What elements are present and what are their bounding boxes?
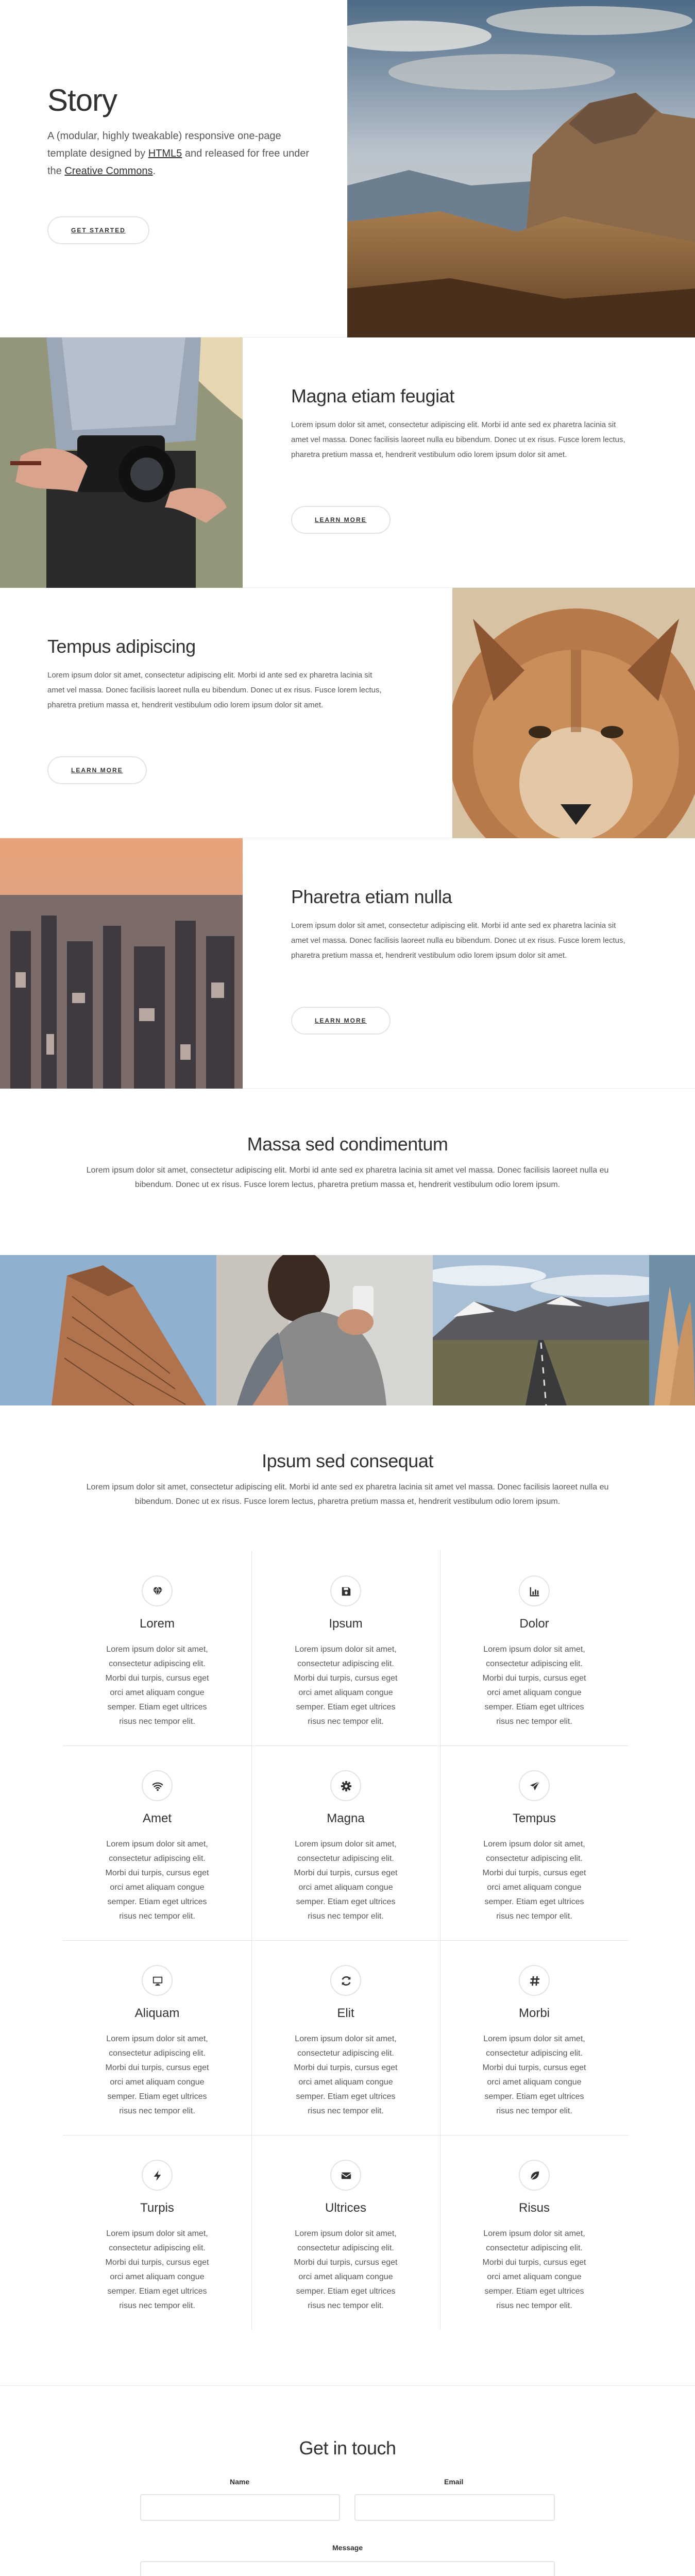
spotlight-2-title: Tempus adipiscing	[47, 636, 196, 657]
spotlight-2-content	[47, 636, 387, 713]
feature-text: Lorem ipsum dolor sit amet, consectetur adipiscing elit. Morbi dui turpis, cursus eget orci amet aliquam congue semper. Etiam eget ultrices risus nec tempor elit.	[294, 2229, 398, 2310]
banner-title: Story	[47, 83, 117, 117]
html5-link[interactable]: HTML5	[148, 148, 182, 159]
spotlight-3	[0, 838, 695, 1089]
name-input[interactable]	[140, 2494, 340, 2521]
wifi-icon	[142, 1770, 173, 1801]
spotlight-1-image-camera	[0, 337, 243, 588]
intro-section	[0, 1133, 695, 1192]
desktop-icon	[142, 1965, 173, 1996]
banner-text-2: and released for free under the	[47, 148, 310, 177]
contact-title: Get in touch	[299, 2437, 396, 2459]
paper-plane-icon	[519, 1770, 550, 1801]
spotlight-1-learn-more-button[interactable]: LEARN MORE	[291, 506, 391, 534]
feature-item	[63, 1745, 251, 1940]
feature-item	[63, 2135, 251, 2330]
gem-icon	[142, 1575, 173, 1606]
feature-item	[251, 2135, 440, 2330]
gear-icon	[330, 1770, 361, 1801]
features-grid	[63, 1551, 629, 2330]
spotlight-3-title: Pharetra etiam nulla	[291, 886, 452, 907]
chart-icon	[519, 1575, 550, 1606]
save-icon	[330, 1575, 361, 1606]
gallery-image-wheat[interactable]	[649, 1255, 695, 1405]
spotlight-1-content	[291, 385, 631, 462]
feature-item	[251, 1551, 440, 1745]
banner-content	[47, 82, 315, 180]
spotlight-3-learn-more-button[interactable]: LEARN MORE	[291, 1007, 391, 1035]
items-section-header	[0, 1450, 695, 1509]
feature-title: Elit	[337, 2006, 354, 2020]
banner-image-mountain	[347, 0, 695, 337]
items-title: Ipsum sed consequat	[262, 1450, 433, 1471]
feature-text: Lorem ipsum dolor sit amet, consectetur adipiscing elit. Morbi dui turpis, cursus eget orci amet aliquam congue semper. Etiam eget ultrices risus nec tempor elit.	[482, 2035, 586, 2115]
contact-section	[0, 2385, 695, 2576]
banner	[0, 0, 695, 337]
spotlight-3-text: Lorem ipsum dolor sit amet, consectetur adipiscing elit. Morbi id ante sed ex pharetra lacinia sit amet vel massa. Donec facilisis laoreet nulla eu bibendum. Donec ut ex risus. Fusce lorem lectus, pharetra pretium massa et, hendrerit vestibulum odio lorem ipsum dolor sit amet.	[291, 921, 625, 960]
banner-text-3: .	[152, 165, 156, 177]
items-text: Lorem ipsum dolor sit amet, consectetur adipiscing elit. Morbi id ante sed ex pharetra lacinia sit amet vel massa. Donec facilisis laoreet nulla eu bibendum. Donec ut ex risus. Fusce lorem lectus, pharetra pretium massa et, hendrerit vestibulum odio lorem ipsum.	[86, 1483, 609, 1506]
feature-item	[440, 1940, 629, 2135]
leaf-icon	[519, 2160, 550, 2191]
banner-text	[47, 127, 315, 180]
message-label: Message	[332, 2544, 363, 2552]
gallery-image-woman[interactable]	[216, 1255, 433, 1405]
feature-text: Lorem ipsum dolor sit amet, consectetur adipiscing elit. Morbi dui turpis, cursus eget orci amet aliquam congue semper. Etiam eget ultrices risus nec tempor elit.	[105, 2035, 209, 2115]
feature-text: Lorem ipsum dolor sit amet, consectetur adipiscing elit. Morbi dui turpis, cursus eget orci amet aliquam congue semper. Etiam eget ultrices risus nec tempor elit.	[294, 1645, 398, 1726]
spotlight-3-image-city	[0, 838, 243, 1089]
envelope-icon	[330, 2160, 361, 2191]
feature-item	[440, 1551, 629, 1745]
feature-item	[251, 1940, 440, 2135]
feature-item	[63, 1940, 251, 2135]
spotlight-1-text: Lorem ipsum dolor sit amet, consectetur adipiscing elit. Morbi id ante sed ex pharetra lacinia sit amet vel massa. Donec facilisis laoreet nulla eu bibendum. Donec ut ex risus. Fusce lorem lectus, pharetra pretium massa et, hendrerit vestibulum odio lorem ipsum dolor sit amet.	[291, 420, 625, 459]
spotlight-2-text: Lorem ipsum dolor sit amet, consectetur adipiscing elit. Morbi id ante sed ex pharetra lacinia sit amet vel massa. Donec facilisis laoreet nulla eu bibendum. Donec ut ex risus. Fusce lorem lectus, pharetra pretium massa et, hendrerit vestibulum odio lorem ipsum dolor sit amet.	[47, 671, 382, 709]
message-textarea[interactable]	[140, 2561, 555, 2576]
gallery-image-road[interactable]	[433, 1255, 649, 1405]
feature-text: Lorem ipsum dolor sit amet, consectetur adipiscing elit. Morbi dui turpis, cursus eget orci amet aliquam congue semper. Etiam eget ultrices risus nec tempor elit.	[482, 2229, 586, 2310]
gallery	[0, 1255, 695, 1405]
intro-title: Massa sed condimentum	[247, 1133, 448, 1155]
feature-title: Tempus	[512, 1811, 556, 1825]
feature-title: Risus	[518, 2201, 550, 2215]
feature-title: Ipsum	[329, 1617, 363, 1631]
email-input[interactable]	[354, 2494, 555, 2521]
feature-title: Turpis	[140, 2201, 174, 2215]
banner-text-1: A (modular, highly tweakable) responsive one-page template designed by	[47, 130, 281, 159]
feature-text: Lorem ipsum dolor sit amet, consectetur adipiscing elit. Morbi dui turpis, cursus eget orci amet aliquam congue semper. Etiam eget ultrices risus nec tempor elit.	[482, 1645, 586, 1726]
creative-commons-link[interactable]: Creative Commons	[64, 165, 153, 177]
feature-item	[251, 1745, 440, 1940]
feature-item	[63, 1551, 251, 1745]
spotlight-2	[0, 588, 695, 838]
feature-item	[440, 2135, 629, 2330]
feature-title: Lorem	[139, 1617, 175, 1631]
feature-title: Aliquam	[134, 2006, 180, 2020]
spotlight-1-title: Magna etiam feugiat	[291, 385, 454, 406]
feature-title: Amet	[142, 1811, 172, 1825]
get-started-button[interactable]: GET STARTED	[47, 216, 149, 244]
feature-text: Lorem ipsum dolor sit amet, consectetur adipiscing elit. Morbi dui turpis, cursus eget orci amet aliquam congue semper. Etiam eget ultrices risus nec tempor elit.	[482, 1840, 586, 1921]
name-label: Name	[230, 2478, 250, 2486]
feature-text: Lorem ipsum dolor sit amet, consectetur adipiscing elit. Morbi dui turpis, cursus eget orci amet aliquam congue semper. Etiam eget ultrices risus nec tempor elit.	[105, 1645, 209, 1726]
hashtag-icon	[519, 1965, 550, 1996]
spotlight-3-content	[291, 886, 631, 963]
spotlight-2-image-coyote	[452, 588, 695, 838]
feature-title: Ultrices	[325, 2201, 366, 2215]
feature-text: Lorem ipsum dolor sit amet, consectetur adipiscing elit. Morbi dui turpis, cursus eget orci amet aliquam congue semper. Etiam eget ultrices risus nec tempor elit.	[105, 1840, 209, 1921]
feature-text: Lorem ipsum dolor sit amet, consectetur adipiscing elit. Morbi dui turpis, cursus eget orci amet aliquam congue semper. Etiam eget ultrices risus nec tempor elit.	[294, 2035, 398, 2115]
bolt-icon	[142, 2160, 173, 2191]
feature-title: Magna	[327, 1811, 365, 1825]
feature-title: Morbi	[518, 2006, 550, 2020]
intro-text: Lorem ipsum dolor sit amet, consectetur adipiscing elit. Morbi id ante sed ex pharetra lacinia sit amet vel massa. Donec facilisis laoreet nulla eu bibendum. Donec ut ex risus. Fusce lorem lectus, pharetra pretium massa et, hendrerit vestibulum odio lorem ipsum.	[86, 1166, 609, 1189]
feature-text: Lorem ipsum dolor sit amet, consectetur adipiscing elit. Morbi dui turpis, cursus eget orci amet aliquam congue semper. Etiam eget ultrices risus nec tempor elit.	[105, 2229, 209, 2310]
gallery-image-building[interactable]	[0, 1255, 216, 1405]
feature-text: Lorem ipsum dolor sit amet, consectetur adipiscing elit. Morbi dui turpis, cursus eget orci amet aliquam congue semper. Etiam eget ultrices risus nec tempor elit.	[294, 1840, 398, 1921]
spotlight-2-learn-more-button[interactable]: LEARN MORE	[47, 756, 147, 784]
sync-icon	[330, 1965, 361, 1996]
feature-title: Dolor	[519, 1617, 549, 1631]
spotlight-1	[0, 337, 695, 588]
feature-item	[440, 1745, 629, 1940]
email-label: Email	[444, 2478, 464, 2486]
